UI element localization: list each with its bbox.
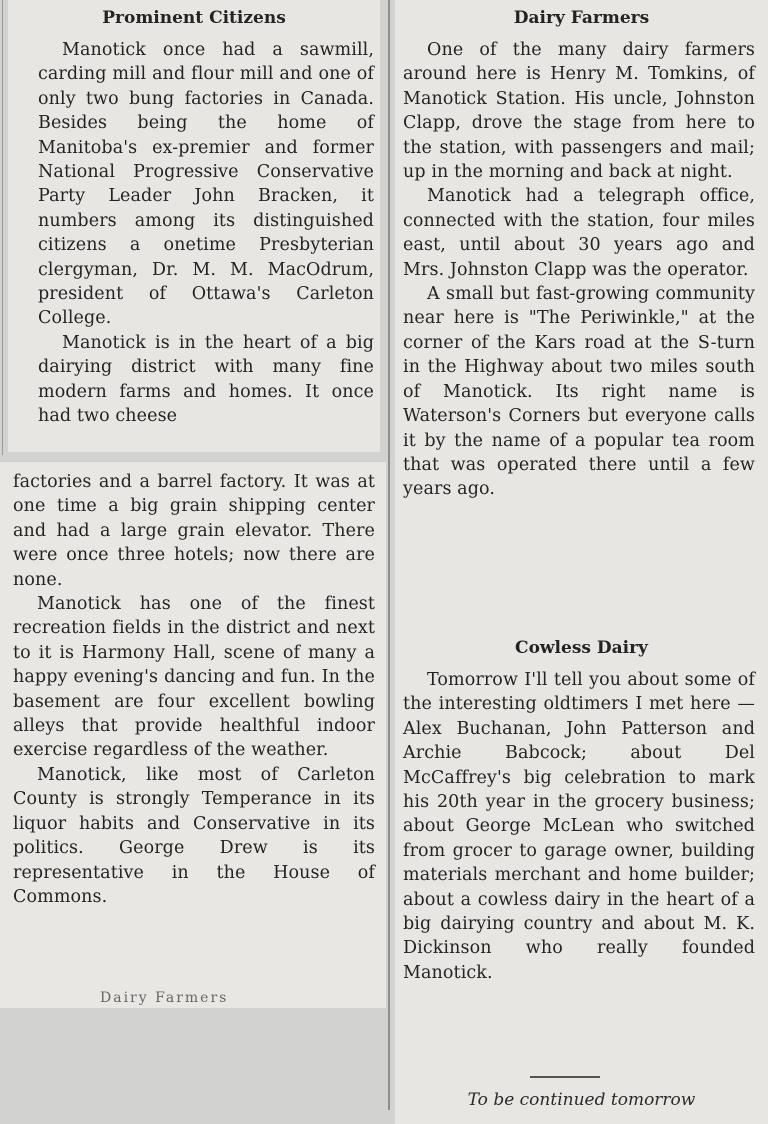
paragraph-periwinkle: A small but fast-growing community near here is "The Periwinkle," at the corner of the Kars road at the S-turn in the Highway about two miles south of Manotick. Its right name is Waterson's Corners but everyone calls it by the name of a popular tea room that was operated there until a few years ago.: [403, 284, 755, 500]
heading-cowless-dairy: Cowless Dairy: [515, 638, 648, 658]
paragraph-tomorrow: Tomorrow I'll tell you about some of the interesting oldtimers I met here — Alex Buchanan, John Patterson and Archie Babcock; about Del McCaffrey's big celebration to mark his 20th year in the grocery business; about George McLean who switched from grocer to garage owner, building materials merchant and home builder; about a cowless dairy in the heart of a big dairying country and about M. K. Dickinson who really founded Manotick.: [403, 670, 755, 983]
left-top-text: [38, 38, 374, 429]
paragraph-temperance: Manotick, like most of Carleton County is strongly Temperance in its liquor habits and Conservative in its politics. George Drew is its representative in the House of Commons.: [13, 764, 375, 907]
heading-dairy-farmers: Dairy Farmers: [513, 8, 650, 28]
paragraph-dairying-district: Manotick is in the heart of a big dairying district with many fine modern farms and homes. It once had two cheese: [38, 332, 374, 427]
continued-footer: To be continued tomorrow: [467, 1090, 696, 1110]
column-rule-middle: [388, 0, 390, 1110]
right-column-panel: [395, 0, 768, 1124]
trailing-fragment: Dairy Farmers: [100, 990, 229, 1006]
left-column-top-panel: [8, 0, 380, 452]
paragraph-tomkins: One of the many dairy farmers around here is Henry M. Tomkins, of Manotick Station. His uncle, Johnston Clapp, drove the stage from here to the station, with passengers and mail; up in the morning and back at night.: [403, 40, 755, 183]
paragraph-recreation-fields: Manotick has one of the finest recreation fields in the district and next to it is Harmony Hall, scene of many a happy evening's dancing and fun. In the basement are four excellent bowling alleys that provide healthful indoor exercise regardless of the weather.: [13, 594, 375, 761]
left-column-bottom-panel: [0, 462, 386, 1008]
left-bottom-text: [13, 470, 375, 909]
right-text-dairy-farmers: [403, 38, 755, 502]
paragraph-telegraph: Manotick had a telegraph office, connected with the station, four miles east, until about 30 years ago and Mrs. Johnston Clapp was the operator.: [403, 186, 755, 280]
heading-prominent-citizens: Prominent Citizens: [102, 8, 286, 28]
paragraph-sawmill: Manotick once had a sawmill, carding mill and flour mill and one of only two bung factories in Canada. Besides being the home of Manitoba's ex-premier and former National Progressive Conservative Party Leader John Bracken, it numbers among its distinguished citizens a onetime Presbyterian clergyman, Dr. M. M. MacOdrum, president of Ottawa's Carleton College.: [38, 40, 374, 329]
paragraph-factories-continued: factories and a barrel factory. It was at one time a big grain shipping center and had a large grain elevator. There were once three hotels; now there are none.: [13, 472, 375, 590]
column-rule-left: [2, 0, 3, 455]
right-text-cowless-dairy: [403, 668, 755, 985]
end-rule: [530, 1076, 600, 1078]
